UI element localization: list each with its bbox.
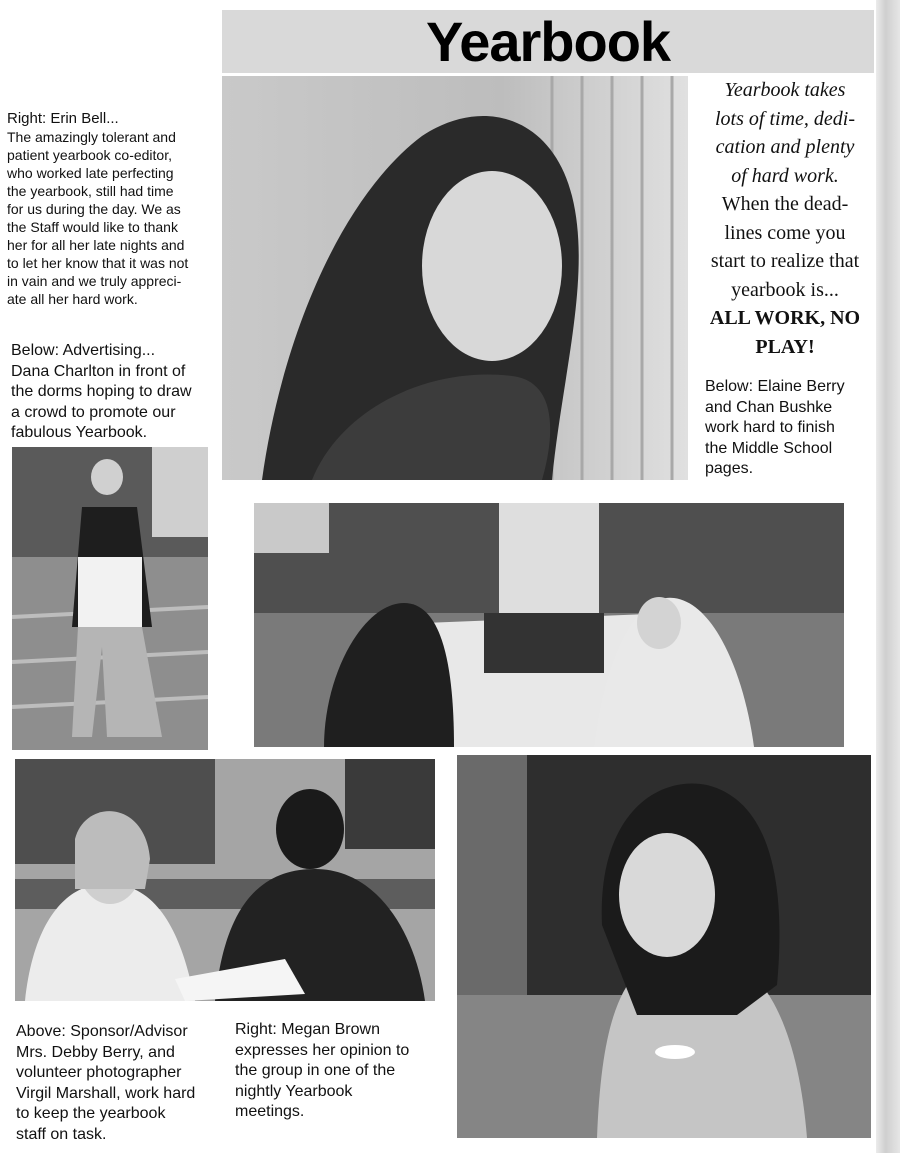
quote-line: PLAY! xyxy=(755,335,815,358)
caption-elaine-berry xyxy=(705,377,875,480)
caption-line: Right: Megan Brown xyxy=(235,1021,380,1038)
caption-dana-charlton xyxy=(11,341,216,444)
caption-line: her for all her late nights and xyxy=(7,237,185,253)
caption-line: the group in one of the xyxy=(235,1062,396,1079)
photo-dana-charlton xyxy=(12,447,208,750)
quote-line: cation and plenty xyxy=(715,136,855,158)
caption-line: patient yearbook co-editor, xyxy=(7,147,172,163)
quote-line: ALL WORK, NO xyxy=(709,307,861,329)
quote-line: of hard work. xyxy=(731,164,839,187)
caption-line: Mrs. Debby Berry, and xyxy=(16,1043,175,1061)
caption-debby-berry xyxy=(16,1022,231,1145)
photo-berry-marshall xyxy=(15,759,435,1001)
pull-quote xyxy=(693,76,877,361)
caption-line: fabulous Yearbook. xyxy=(11,424,148,441)
quote-line: When the dead- xyxy=(721,193,849,215)
caption-line: pages. xyxy=(705,460,754,477)
caption-line: staff on task. xyxy=(16,1125,107,1143)
caption-line: the Middle School xyxy=(705,439,833,457)
caption-line: who worked late perfecting xyxy=(7,165,174,181)
caption-line: work hard to finish xyxy=(705,419,835,436)
quote-line: Yearbook takes xyxy=(724,79,846,101)
quote-line: yearbook is... xyxy=(731,278,839,301)
caption-line: Above: Sponsor/Advisor xyxy=(16,1023,188,1040)
caption-line: to let her know that it was not xyxy=(7,255,189,271)
caption-line: to keep the yearbook xyxy=(16,1105,166,1122)
caption-erin-head: Right: Erin Bell... xyxy=(7,110,119,127)
caption-line: Below: Elaine Berry xyxy=(705,378,845,395)
caption-line: meetings. xyxy=(235,1103,305,1120)
caption-line: and Chan Bushke xyxy=(705,398,833,416)
caption-line: in vain and we truly appreci- xyxy=(7,273,182,289)
quote-line: lots of time, dedi- xyxy=(715,107,855,130)
title-bar xyxy=(222,10,874,73)
caption-line: the Staff would like to thank xyxy=(7,219,178,235)
caption-line: Dana Charlton in front of xyxy=(11,362,186,380)
caption-line: the yearbook, still had time xyxy=(7,183,174,199)
caption-line: ate all her hard work. xyxy=(7,291,138,307)
caption-line: The amazingly tolerant and xyxy=(7,129,176,145)
page-edge xyxy=(876,0,900,1153)
quote-line: start to realize that xyxy=(710,250,860,272)
photo-erin-bell xyxy=(222,76,688,480)
quote-line: lines come you xyxy=(724,221,846,244)
caption-line: expresses her opinion to xyxy=(235,1041,410,1059)
caption-dana-head: Below: Advertising... xyxy=(11,342,156,359)
caption-line: Virgil Marshall, work hard xyxy=(16,1084,196,1102)
page-title: Yearbook xyxy=(425,9,671,73)
caption-line: the dorms hoping to draw xyxy=(11,383,192,400)
caption-erin-bell xyxy=(7,110,219,308)
caption-line: for us during the day. We as xyxy=(7,201,181,217)
caption-line: nightly Yearbook xyxy=(235,1082,353,1100)
caption-line: volunteer photographer xyxy=(16,1064,182,1081)
caption-megan-brown xyxy=(235,1020,450,1123)
caption-line: a crowd to promote our xyxy=(11,403,176,421)
photo-elaine-chan xyxy=(254,503,844,747)
photo-megan-brown xyxy=(457,755,871,1138)
